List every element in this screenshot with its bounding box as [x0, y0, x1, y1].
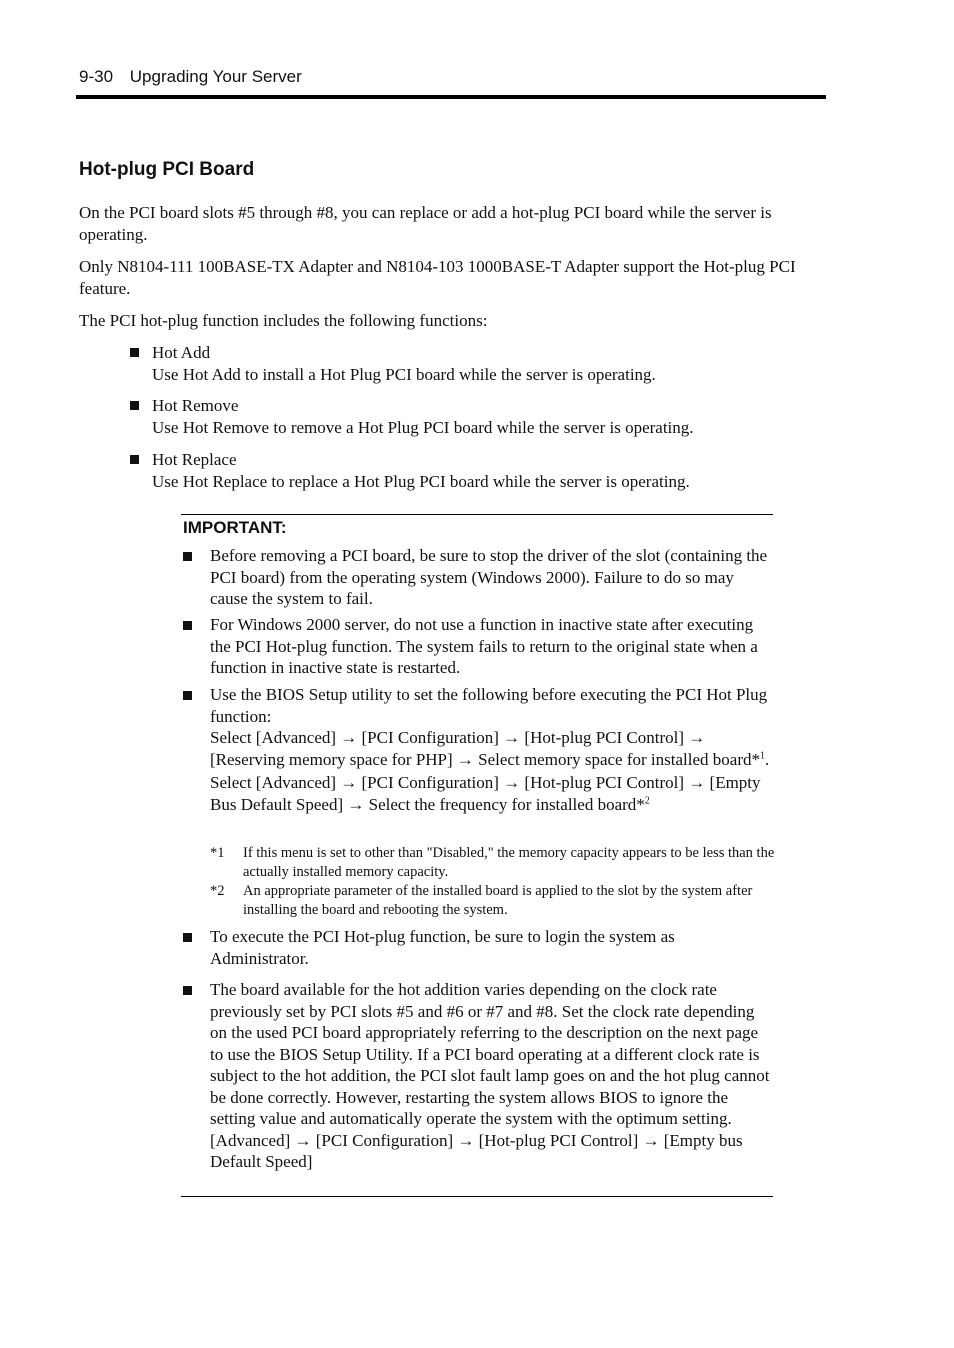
- footnote-1: [210, 844, 775, 882]
- function-hot-add: [130, 342, 810, 385]
- function-name: Hot Add: [152, 343, 211, 362]
- bullet-square-icon: [183, 933, 192, 942]
- function-description: Use Hot Add to install a Hot Plug PCI board while the server is operating.: [152, 364, 656, 384]
- function-name: Hot Remove: [152, 396, 239, 415]
- important-title: IMPORTANT:: [183, 518, 287, 537]
- important-bottom-rule: [181, 1196, 773, 1197]
- important-top-rule: [181, 514, 773, 515]
- function-name: Hot Replace: [152, 450, 237, 469]
- bullet-square-icon: [130, 348, 139, 357]
- footnote-mark: *2: [210, 883, 225, 899]
- chapter-title: Upgrading Your Server: [129, 67, 302, 86]
- clock-setting-path: [Advanced] → [PCI Configuration] → [Hot-plug PCI Control] → [Empty bus Default Speed]: [210, 1130, 743, 1171]
- bullet-square-icon: [130, 455, 139, 464]
- important-item-driver: Before removing a PCI board, be sure to stop the driver of the slot (containing the PCI board) from the operating system (Windows 2000). Failure to do so may cause the system to fail.: [183, 545, 773, 610]
- bios-step-2: Select [Advanced] → [PCI Configuration] → [Hot-plug PCI Control] → [Empty Bus Default Speed] → Select the frequency for installed board*$^2$: [210, 772, 761, 814]
- function-description: Use Hot Replace to replace a Hot Plug PCI board while the server is operating.: [152, 471, 690, 491]
- page-number: 9-30: [79, 67, 114, 86]
- important-item-clock-rate: The board available for the hot addition varies depending on the clock rate previously set by PCI slots #5 and #6 or #7 and #8. Set the clock rate depending on the used PCI board appropriately referring to the description on the next page to use the BIOS Setup Utility. If a PCI board operating at a different clock rate is subject to the hot addition, the PCI slot fault lamp goes on and the hot plug cannot be done correctly. However, restarting the system allows BIOS to ignore the setting value and automatically operate the system with the optimum setting. [Advanced] → [PCI Configuration] → [Hot-plug PCI Control] → [Empty bus Default Speed]: [183, 979, 773, 1173]
- footnote-text: An appropriate parameter of the installed board is applied to the slot by the system after installing the board and rebooting the system.: [243, 883, 753, 918]
- important-item-bios: Use the BIOS Setup utility to set the following before executing the PCI Hot Plug function: Select [Advanced] → [PCI Configuration] → [Hot-plug PCI Control] → [Reserving memory space for PHP] → Select memory space for installed board*$^1$. Select [Advanced] → [PCI Configuration] → [Hot-plug PCI Control] → [Empty Bus Default Speed] → Select the frequency for installed board*$^2$: [183, 684, 773, 816]
- function-hot-remove: [130, 395, 810, 438]
- bullet-square-icon: [183, 621, 192, 630]
- support-paragraph: Only N8104-111 100BASE-TX Adapter and N8104-103 1000BASE-T Adapter support the Hot-plug PCI feature.: [79, 257, 796, 298]
- intro-paragraph: On the PCI board slots #5 through #8, you can replace or add a hot-plug PCI board while the server is operating.: [79, 203, 772, 244]
- footnote-mark: *1: [210, 845, 225, 861]
- footnote-text: If this menu is set to other than "Disabled," the memory capacity appears to be less than the actually installed memory capacity.: [243, 845, 775, 880]
- function-description: Use Hot Remove to remove a Hot Plug PCI board while the server is operating.: [152, 417, 694, 437]
- header-rule: [76, 95, 826, 99]
- important-item-inactive: For Windows 2000 server, do not use a function in inactive state after executing the PCI Hot-plug function. The system fails to return to the original state when a function in inactive state is restarted.: [183, 614, 773, 679]
- bullet-square-icon: [183, 552, 192, 561]
- functions-intro: The PCI hot-plug function includes the following functions:: [79, 311, 488, 330]
- bullet-square-icon: [183, 986, 192, 995]
- bios-step-1: Select [Advanced] → [PCI Configuration] → [Hot-plug PCI Control] → [Reserving memory space for PHP] → Select memory space for installed board*$^1$.: [210, 728, 770, 770]
- footnote-2: [210, 882, 775, 920]
- section-title: Hot-plug PCI Board: [79, 159, 255, 180]
- bullet-square-icon: [183, 691, 192, 700]
- function-hot-replace: [130, 449, 810, 492]
- page-header: [79, 66, 302, 88]
- bullet-square-icon: [130, 401, 139, 410]
- important-item-administrator: To execute the PCI Hot-plug function, be sure to login the system as Administrator.: [183, 926, 773, 969]
